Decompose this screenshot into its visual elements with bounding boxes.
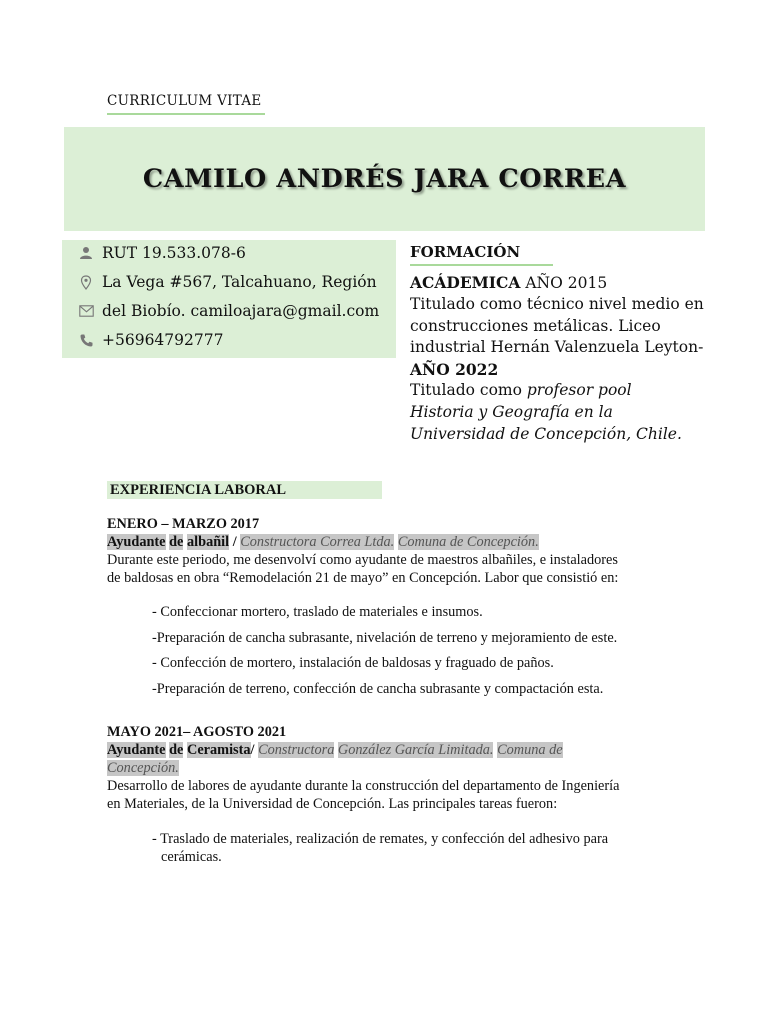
formacion-year1-line	[410, 272, 710, 295]
job1-period: ENERO – MARZO 2017	[107, 516, 260, 532]
job1-role-line	[107, 533, 539, 551]
job1-bullet: - Confeccionar mortero, traslado de materiales e insumos.	[152, 604, 483, 620]
job2-role-a: Ayudante	[107, 742, 166, 758]
job2-role-c: Ceramista	[187, 742, 251, 758]
rut-text: RUT 19.533.078-6	[102, 244, 246, 262]
envelope-icon	[78, 303, 94, 319]
contact-address	[78, 273, 377, 291]
year2: AÑO 2022	[410, 360, 499, 379]
job1-company: Constructora Correa Ltda.	[240, 534, 395, 550]
job2-location-b: Concepción.	[107, 760, 179, 776]
contact-phone	[78, 331, 223, 349]
formacion-title: FORMACIÓN	[410, 243, 521, 261]
formacion-desc1-line1: Titulado como técnico nivel medio en	[410, 295, 704, 313]
desc2-italic-1: profesor pool	[526, 381, 632, 399]
formacion-desc2-line3: Universidad de Concepción, Chile.	[410, 425, 682, 443]
job2-company-b: González García Limitada.	[337, 742, 494, 758]
desc2-prefix: Titulado como	[410, 381, 527, 399]
experiencia-title: EXPERIENCIA LABORAL	[110, 482, 287, 498]
contact-rut	[78, 244, 246, 262]
address-line2-email: del Biobío. camiloajara@gmail.com	[102, 302, 380, 320]
job2-separator: /	[250, 742, 259, 758]
job2-bullet-line1: - Traslado de materiales, realización de remates, y confección del adhesivo para	[152, 831, 609, 847]
job1-desc-line2: de baldosas en obra “Remodelación 21 de mayo” en Concepción. Labor que consistió en:	[107, 570, 619, 586]
job2-desc-line1: Desarrollo de labores de ayudante durante la construcción del departamento de Ingeniería	[107, 778, 620, 794]
document-label-underline	[107, 113, 265, 115]
candidate-name: CAMILO ANDRÉS JARA CORREA	[142, 164, 627, 194]
job2-role-b: de	[169, 742, 184, 758]
location-pin-icon	[78, 274, 94, 290]
job2-period: MAYO 2021– AGOSTO 2021	[107, 724, 287, 740]
person-icon	[78, 245, 94, 261]
job2-company-a: Constructora	[258, 742, 335, 758]
document-label: CURRICULUM VITAE	[107, 93, 262, 109]
formacion-underline	[410, 264, 553, 266]
job1-separator: /	[229, 534, 241, 550]
job2-location-a: Comuna de	[497, 742, 563, 758]
address-line1: La Vega #567, Talcahuano, Región	[102, 273, 377, 291]
academica-label: ACÁDEMICA	[410, 273, 521, 292]
job1-bullet: -Preparación de terreno, confección de cancha subrasante y compactación esta.	[152, 681, 604, 697]
job1-bullet: -Preparación de cancha subrasante, nivelación de terreno y mejoramiento de este.	[152, 630, 618, 646]
year1: AÑO 2015	[525, 274, 608, 292]
job1-bullet: - Confección de mortero, instalación de baldosas y fraguado de paños.	[152, 655, 554, 671]
job1-role-b: de	[169, 534, 184, 550]
phone-text: +56964792777	[102, 331, 224, 349]
job2-location-line	[107, 759, 179, 777]
formacion-desc1-line2: construcciones metálicas. Liceo	[410, 317, 661, 335]
contact-email	[78, 302, 379, 320]
job2-role-line	[107, 741, 563, 759]
phone-icon	[78, 332, 94, 348]
job1-desc-line1: Durante este periodo, me desenvolví como ayudante de maestros albañiles, e instaladores	[107, 552, 618, 568]
formacion-desc2-line1	[410, 380, 710, 402]
formacion-desc1-line3: industrial Hernán Valenzuela Leyton-	[410, 338, 704, 356]
job1-role-a: Ayudante	[107, 534, 166, 550]
job1-location: Comuna de Concepción.	[397, 534, 539, 550]
job1-role-c: albañil	[187, 534, 230, 550]
job2-desc-line2: en Materiales, de la Universidad de Concepción. Las principales tareas fueron:	[107, 796, 558, 812]
formacion-desc2-line2: Historia y Geografía en la	[410, 403, 613, 421]
job2-bullet-line2: cerámicas.	[161, 849, 222, 865]
